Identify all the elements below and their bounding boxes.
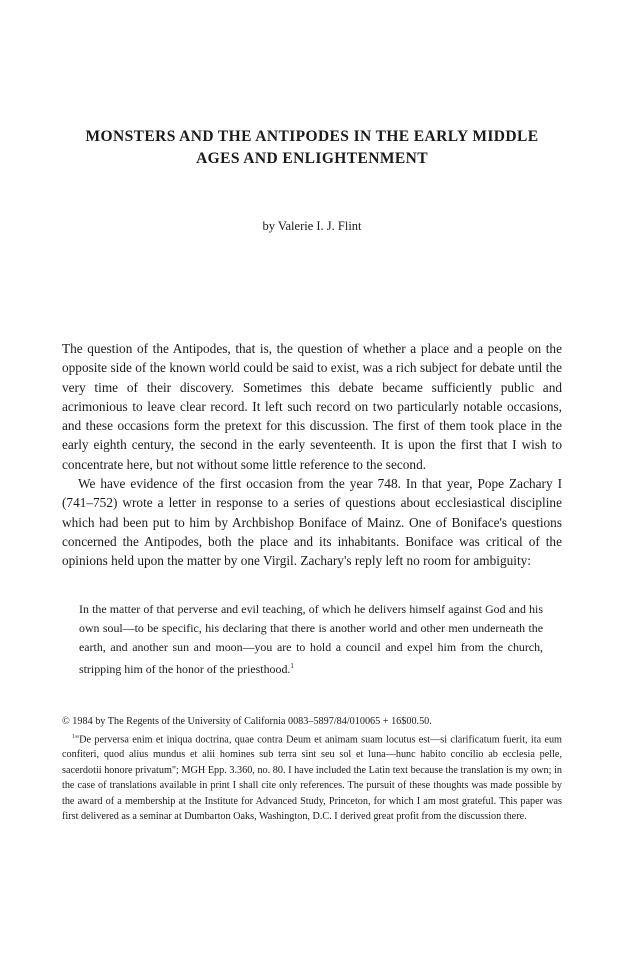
title-line-1: MONSTERS AND THE ANTIPODES IN THE EARLY MIDDLE: [85, 128, 539, 145]
block-quote: [79, 600, 543, 679]
paragraph-2: We have evidence of the first occasion from the year 748. In that year, Pope Zachary I (741–752) wrote a letter in response to a series of questions about ecclesiastical discipline which had been put to him by Archbishop Boniface of Mainz. One of Boniface's questions concerned the Antipodes, both the place and its inhabitants. Boniface was critical of the opinions held upon the matter by one Virgil. Zachary's reply left no room for ambiguity:: [62, 476, 562, 569]
copyright-line: © 1984 by The Regents of the University of California 0083–5897/84/010065 + 16$00.50.: [62, 716, 432, 727]
footnotes: [62, 714, 562, 825]
author-byline: by Valerie I. J. Flint: [262, 219, 362, 233]
paragraph-1: The question of the Antipodes, that is, the question of whether a place and a people on the opposite side of the known world could be said to exist, was a rich subject for debate until the very time of their discovery. Sometimes this debate became sufficiently public and acrimonious to leave clear record. It left such record on two particularly notable occasions, and these occasions form the pretext for this discussion. The first of them took place in the early eighth century, the second in the early seventeenth. It is upon the first that I wish to concentrate here, but not without some little reference to the second.: [62, 341, 562, 472]
footnote-reference: 1: [290, 662, 294, 670]
article-title: [40, 126, 584, 170]
footnote-1: [62, 730, 562, 825]
body-text: [62, 339, 562, 571]
footnote-marker: 1: [72, 733, 75, 740]
quote-text: In the matter of that perverse and evil teaching, of which he delivers himself against God and his own soul—to be specific, his declaring that there is another world and other men underneath the earth, and another sun and moon—you are to hold a council and expel him from the church, stripping him of the honor of the priesthood.: [79, 602, 543, 676]
title-line-2: AGES AND ENLIGHTENMENT: [196, 150, 428, 167]
footnote-text: "De perversa enim et iniqua doctrina, quae contra Deum et animam suam locutus est—si clarificatum fuerit, ita eum confiteri, quod alius mundus et alii homines sub terra sint seu sol et luna—hunc habito concilio ab ecclesia pelle, sacerdotii honore privatum"; MGH Epp. 3.360, no. 80. I have included the Latin text because the translation is my own; in the case of translations available in print I shall cite only references. The pursuit of these thoughts was made possible by the award of a membership at the Institute for Advanced Study, Princeton, for which I am most grateful. This paper was first delivered as a seminar at Dumbarton Oaks, Washington, D.C. I derived great profit from the discussion there.: [62, 733, 562, 823]
